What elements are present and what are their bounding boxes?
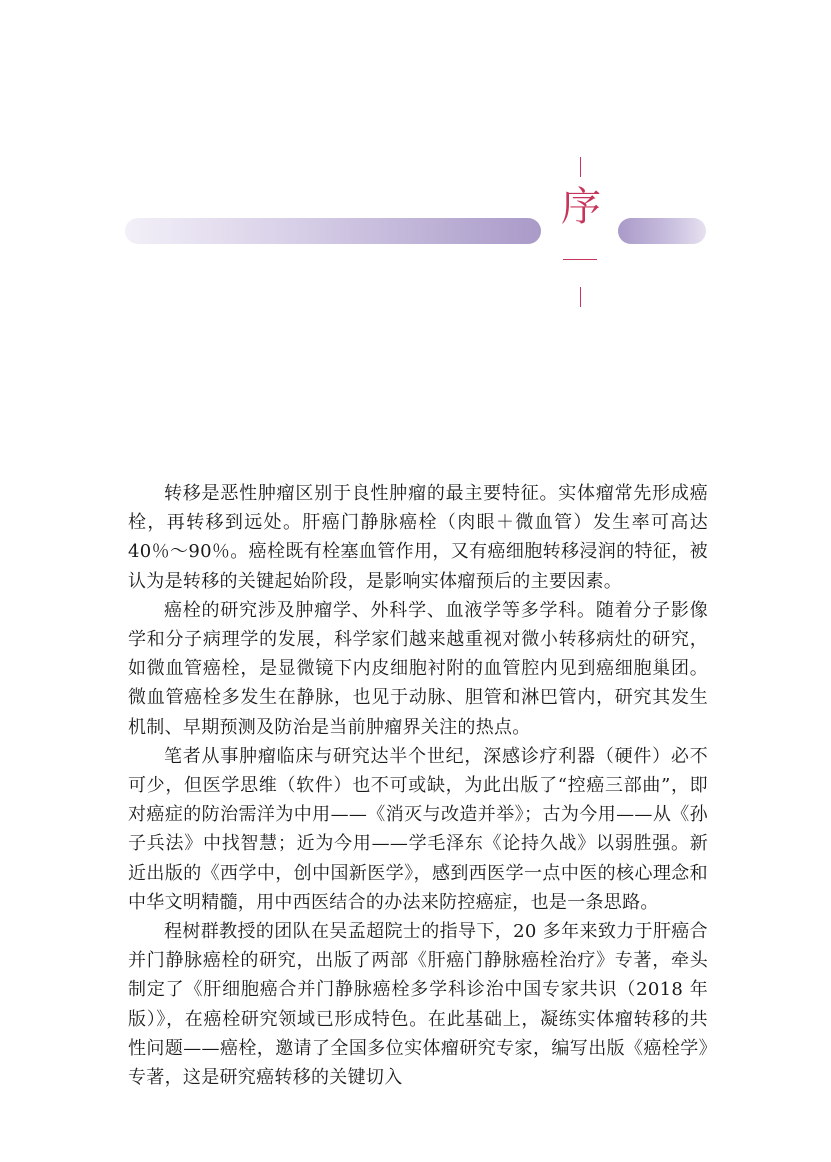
paragraph-2: 癌栓的研究涉及肿瘤学、外科学、血液学等多学科。随着分子影像学和分子病理学的发展，科学家们越来越重视对微小转移病灶的研究，如微血管癌栓，是显微镜下内皮细胞衬附的血管腔内见到癌细胞巢团。微血管癌栓多发生在静脉，也见于动脉、胆管和淋巴管内，研究其发生机制、早期预测及防治是当前肿瘤界关注的热点。 <box>128 599 708 738</box>
paragraph-1: 转移是恶性肿瘤区别于良性肿瘤的最主要特征。实体瘤常先形成癌栓，再转移到远处。肝癌门静脉癌栓（肉眼＋微血管）发生率可高达 40％～90％。癌栓既有栓塞血管作用，又有癌细胞转移浸润的特征，被认为是转移的关键起始阶段，是影响实体瘤预后的主要因素。 <box>128 483 708 592</box>
page-title: 序 <box>561 184 601 230</box>
paragraph-3: 笔者从事肿瘤临床与研究达半个世纪，深感诊疗利器（硬件）必不可少，但医学思维（软件）也不可或缺，为此出版了“控癌三部曲”，即对癌症的防治需洋为中用——《消灭与改造并举》；古为今用——从《孙子兵法》中找智慧；近为今用——学毛泽东《论持久战》以弱胜强。新近出版的《西学中，创中国新医学》，感到西医学一点中医的核心理念和中华文明精髓，用中西医结合的办法来防控癌症，也是一条思路。 <box>128 745 708 913</box>
header-decor-line-bottom <box>580 287 581 307</box>
preface-body <box>128 479 708 1092</box>
header-decor-line-top <box>580 157 581 177</box>
header-decor-bar-right <box>618 218 706 244</box>
paragraph-4: 程树群教授的团队在吴孟超院士的指导下，20 多年来致力于肝癌合并门静脉癌栓的研究，出版了两部《肝癌门静脉癌栓治疗》专著，牵头制定了《肝细胞癌合并门静脉癌栓多学科诊治中国专家共识（2018 年版）》，在癌栓研究领域已形成特色。在此基础上，凝练实体瘤转移的共性问题——癌栓，邀请了全国多位实体瘤研究专家，编写出版《癌栓学》专著，这是研究癌转移的关键切入 <box>128 921 708 1089</box>
header-decor-bar-left <box>125 218 541 244</box>
header-decor-underline <box>563 259 597 260</box>
